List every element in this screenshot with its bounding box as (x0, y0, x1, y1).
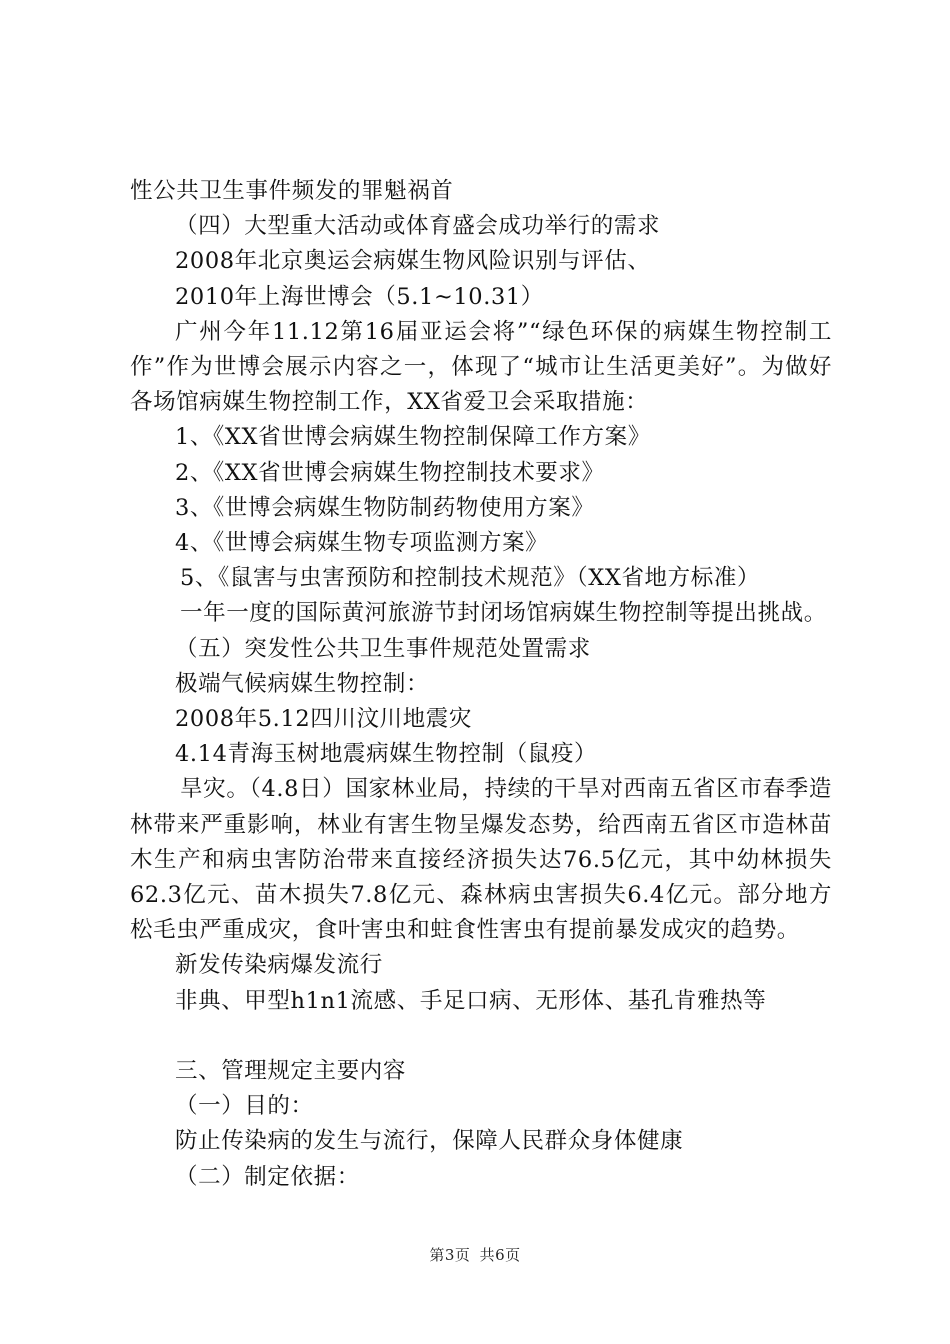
paragraph-olympics: 2008年北京奥运会病媒生物风险识别与评估、 (175, 248, 651, 275)
list-item-4: 4、《世博会病媒生物专项监测方案》 (175, 530, 549, 557)
heading-part-3: 三、管理规定主要内容 (175, 1058, 407, 1085)
list-item-2: 2、《XX省世博会病媒生物控制技术要求》 (175, 459, 605, 486)
heading-section-4: （四）大型重大活动或体育盛会成功举行的需求 (175, 213, 661, 240)
paragraph-1: 性公共卫生事件频发的罪魁祸首 (130, 178, 454, 204)
paragraph-expo: 2010年上海世博会（5.1~10.31） (175, 283, 544, 310)
page-footer (0, 1244, 950, 1265)
heading-purpose: （一）目的： (175, 1093, 314, 1120)
paragraph-new-disease: 新发传染病爆发流行 (175, 952, 383, 979)
paragraph-extreme-climate: 极端气候病媒生物控制： (175, 670, 430, 697)
document-body (130, 174, 832, 1195)
paragraph-drought: 旱灾。（4.8日）国家林业局，持续的干旱对西南五省区市春季造林带来严重影响，林业有害生物呈爆发态势，给西南五省区市造林苗木生产和病虫害防治带来直接经济损失达76.5亿元，其中幼林损失62.3亿元、苗木损失7.8亿元、森林病虫害损失6.4亿元。部分地方松毛虫严重成灾，食叶害虫和蛀食性害虫有提前暴发成灾的趋势。 (130, 776, 832, 944)
list-item-1: 1、《XX省世博会病媒生物控制保障工作方案》 (175, 424, 651, 451)
page-number: 第3页 (429, 1246, 471, 1264)
page-total: 共6页 (479, 1246, 521, 1264)
list-item-3: 3、《世博会病媒生物防制药物使用方案》 (175, 494, 595, 521)
paragraph-wenchuan: 2008年5.12四川汶川地震灾 (175, 706, 472, 733)
blank-line (130, 1019, 832, 1054)
paragraph-yushu: 4.14青海玉树地震病媒生物控制（鼠疫） (175, 741, 598, 768)
list-item-5: 5、《鼠害与虫害预防和控制技术规范》（XX省地方标准） (180, 565, 761, 592)
heading-section-5: （五）突发性公共卫生事件规范处置需求 (175, 635, 591, 662)
heading-basis: （二）制定依据： (175, 1163, 360, 1190)
paragraph-purpose: 防止传染病的发生与流行，保障人民群众身体健康 (175, 1128, 684, 1155)
paragraph-yellow-river: 一年一度的国际黄河旅游节封闭场馆病媒生物控制等提出挑战。 (180, 600, 827, 627)
paragraph-asian-games: 广州今年11.12第16届亚运会将”“绿色环保的病媒生物控制工作”作为世博会展示内容之一，体现了“城市让生活更美好”。为做好各场馆病媒生物控制工作，XX省爱卫会采取措施： (130, 318, 832, 416)
paragraph-disease-list: 非典、甲型h1n1流感、手足口病、无形体、基孔肯雅热等 (175, 987, 767, 1014)
